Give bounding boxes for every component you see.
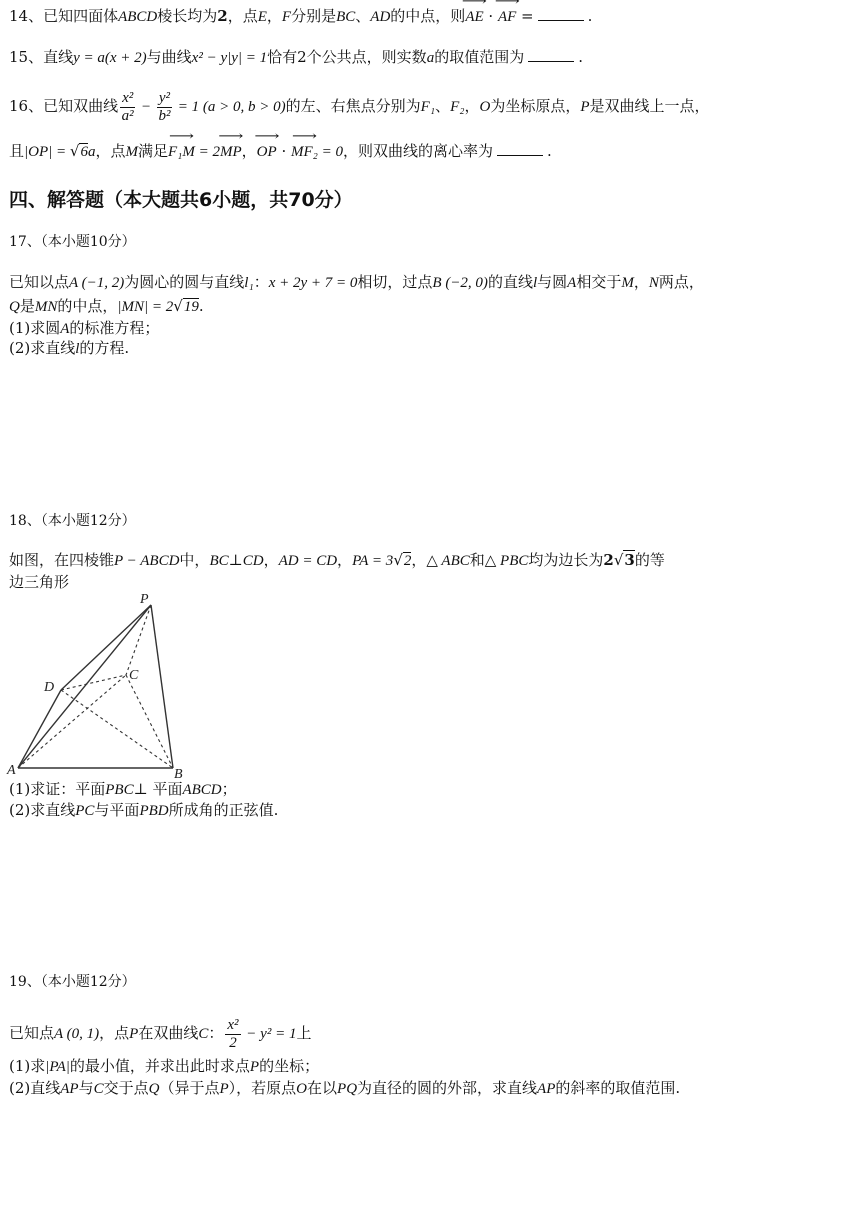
q17-line2 [9,296,204,317]
q17-math: 19 [183,299,199,315]
q17-text: . [198,297,204,315]
q14-math: E [257,9,267,25]
q17-text: 为圆心的圆与直线 [124,273,245,291]
q17-text: 已知以点 [9,273,70,291]
q17-text: (1)求圆 [9,319,61,337]
q19-math: PQ [337,1081,358,1097]
vector-op: ⟶ OP [257,142,277,162]
q16-text: . [547,142,552,160]
q18-math: 2 [603,551,614,569]
q17-math: A [60,321,70,337]
q19-math: |PA| [45,1059,70,1075]
q17-math: |MN| = 2 [117,299,174,315]
q19-text: 的斜率的取值范围. [555,1079,681,1097]
q16-text: 满足 [137,142,168,160]
q17-math: l [532,275,538,291]
vertex-label-p: P [140,592,149,607]
q18-text: ， [337,551,353,569]
fraction-numerator: y² [158,89,171,106]
q14-math: F [281,9,292,25]
q18-math: PA = 3 [352,553,394,569]
q17-math: A (−1, 2) [69,275,125,291]
q19-header: 19、（本小题12分） [9,974,136,990]
q18-text: (1)求证：平面 [9,780,106,798]
q16-math: a [87,144,96,160]
q18-text: 中， [179,551,210,569]
q17-math: l [75,341,80,357]
q17-part2 [9,338,129,359]
q17-math: N [648,275,659,291]
q14-math: AD [370,9,391,25]
q18-text: ； [221,780,237,798]
q17-math: M [621,275,634,291]
q19-text: 的最小值，并求出此时求点 [69,1057,250,1075]
vertex-label-b: B [174,767,183,780]
edge-dc [61,675,126,690]
fraction-x2-a2 [120,90,135,125]
q14-text: 的中点，则 [390,7,466,25]
q19-text: 已知点 [9,1024,55,1042]
answer-blank[interactable] [538,8,584,21]
q18-text: (2)求直线 [9,801,76,819]
edge-ad [18,690,61,768]
q19-part2 [9,1078,680,1099]
q14-text: 分别是 [291,7,337,25]
q17-text: 是 [19,297,35,315]
fraction-x2-2 [225,1017,240,1052]
q19-line1 [9,1010,311,1057]
q16-text: 为坐标原点， [490,97,581,115]
q16-text: 且 [9,142,25,160]
q16-math: − [137,99,155,115]
answer-blank[interactable] [497,143,543,156]
edge-pb [151,605,173,768]
q16-text: ，则双曲线的离心率为 [342,142,493,160]
fraction-denominator: b² [158,107,171,124]
q19-text: （异于点 [159,1079,220,1097]
vertex-label-d: D [44,680,55,695]
q16-text: ，点 [95,142,126,160]
q14-text: ， [266,7,282,25]
q18-text: ⊥ 平面 [133,780,183,798]
q17-text: (2)求直线 [9,339,76,357]
q16-text: 是双曲线上一点， [589,97,710,115]
q15-math: y = a(x + 2) [73,50,147,66]
q15-text: 与曲线 [146,48,192,66]
q16-math: = 2 [194,144,220,160]
q16-text: 16、已知双曲线 [9,97,119,115]
q14-math: · [483,7,498,25]
q18-part1 [9,779,237,800]
edge-pa [18,605,151,768]
q19-math: Q [148,1081,160,1097]
q19-text: 的坐标； [259,1057,320,1075]
q18-text: 均为边长为 [528,551,604,569]
q19-text: (1)求 [9,1057,46,1075]
q18-math: PBC [105,782,134,798]
q14-math: BC [336,9,356,25]
edge-cb [126,675,173,768]
vector-af: ⟶ AF [498,7,516,27]
q18-math: BC⊥CD [209,553,264,569]
q19-math: C [198,1026,209,1042]
vector-ae: ⟶ AE [465,7,483,27]
q14-math: 2 [217,7,228,25]
vector-mf2: ⟶ MF₂ [291,142,318,162]
edge-pc [126,605,151,675]
q19-text: 上 [296,1024,312,1042]
q15-text: 15、直线 [9,48,74,66]
q18-text: 所成角的正弦值. [168,801,279,819]
fraction-denominator: a² [121,107,134,124]
q16-math: = 1 (a > 0, b > 0) [174,99,286,115]
q19-math: − y² = 1 [242,1026,297,1042]
section-title: 四、解答题（本大题共6小题，共70分） [9,189,353,211]
q18-math: ABCD [182,782,222,798]
question-15 [9,47,583,68]
q19-math: C [93,1081,104,1097]
q19-text: ），若原点 [228,1079,297,1097]
q16-math: · [276,142,291,160]
q19-math: P [129,1026,139,1042]
q18-math: PC [75,803,95,819]
q18-header: 18、（本小题12分） [9,513,136,529]
q15-text: 恰有2个公共点，则实数 [267,48,427,66]
sqrt-symbol: √ [613,551,624,569]
q16-math: F₁ [420,99,436,115]
q18-text: 的等 [634,551,665,569]
q16-text: ， [241,142,257,160]
edge-ac [18,675,126,768]
q19-math: O [296,1081,308,1097]
q17-text: 的方程. [79,339,130,357]
q18-math: AD = CD [278,553,338,569]
q19-text: 在以 [307,1079,338,1097]
fraction-numerator: x² [122,89,134,106]
q14-text: ，点 [227,7,258,25]
q19-text: (2)直线 [9,1079,61,1097]
q18-text: 如图，在四棱锥 [9,551,115,569]
q17-text: 的标准方程； [69,319,160,337]
q17-text: 两点， [658,273,704,291]
q17-text: 的直线 [487,273,533,291]
fraction-denominator: 2 [229,1034,237,1051]
q17-text: 相交于 [576,273,622,291]
q17-text: ： [253,273,269,291]
q19-text: ，点 [99,1024,130,1042]
q16-text: 的左、右焦点分别为 [285,97,421,115]
q18-math: △ PBC [484,553,529,569]
vertex-label-c: C [129,668,139,683]
q17-header: 17、（本小题10分） [9,234,136,250]
q15-math: a [426,50,435,66]
q15-text: . [578,48,583,66]
q18-part2 [9,800,278,821]
q17-text: 的中点， [57,297,118,315]
fraction-y2-b2 [157,90,172,125]
vertex-label-a: A [7,763,16,778]
q18-math: PBD [139,803,169,819]
question-16-line2 [9,141,552,162]
q15-text: 的取值范围为 [434,48,525,66]
q14-text: 14、已知四面体 [9,7,119,25]
q18-text: 和 [469,551,485,569]
q17-math: B (−2, 0) [432,275,488,291]
sqrt-symbol: √ [393,551,403,569]
q16-math: F₂ [450,99,465,115]
q16-math: M [125,144,138,160]
vector-f1m: ⟶ F₁M [168,142,195,162]
q14-math: ABCD [118,9,158,25]
q19-math: AP [60,1081,79,1097]
q19-text: 为直径的圆的外部，求直线 [357,1079,538,1097]
q14-text: 棱长均为 [157,7,218,25]
q16-math: O [479,99,491,115]
q19-text: 在双曲线 [138,1024,199,1042]
q18-math: △ ABC [426,553,470,569]
answer-blank[interactable] [528,49,574,62]
q17-math: x + 2y + 7 = 0 [268,275,358,291]
q19-math: A (0, 1) [54,1026,100,1042]
q17-line1 [9,272,704,293]
vector-mp: ⟶ MP [220,142,242,162]
sqrt-symbol: √ [173,297,183,315]
q19-math: P [219,1081,229,1097]
q17-part1 [9,318,159,339]
q19-text: 与 [78,1079,94,1097]
q17-text: ， [633,273,649,291]
q14-text: 、 [355,7,371,25]
q19-math: AP [537,1081,556,1097]
q19-math: P [249,1059,260,1075]
q19-text: ： [208,1024,224,1042]
q17-math: l₁ [244,275,254,291]
pyramid-figure [6,590,196,780]
q19-part1 [9,1056,319,1077]
q17-math: MN [34,299,58,315]
q16-text: ， [464,97,480,115]
q18-text: ， [411,551,427,569]
q19-text: 交于点 [103,1079,149,1097]
q17-text: 相切，过点 [357,273,433,291]
q16-math: 6 [80,144,88,160]
q16-math: P [580,99,590,115]
q14-math: = [516,7,534,25]
q15-math: x² − y|y| = 1 [191,50,268,66]
q17-math: Q [9,299,20,315]
q18-text: 与平面 [94,801,140,819]
q14-text: . [587,7,593,25]
q17-text: 与圆 [537,273,568,291]
q16-text: 、 [435,97,451,115]
q16-math: |OP| = [24,144,70,160]
question-14 [9,6,592,27]
q16-math: = 0 [317,144,343,160]
edge-db [61,690,173,768]
fraction-numerator: x² [227,1016,239,1033]
q18-line2: 边三角形 [9,573,70,591]
sqrt-symbol: √ [69,142,80,160]
q18-math: 2 [403,553,412,569]
q18-math: 3 [624,551,635,569]
q18-math: P − ABCD [114,553,180,569]
q18-line1 [9,550,665,571]
q17-math: A [567,275,577,291]
q18-text: ， [263,551,279,569]
question-16-line1 [9,88,710,125]
